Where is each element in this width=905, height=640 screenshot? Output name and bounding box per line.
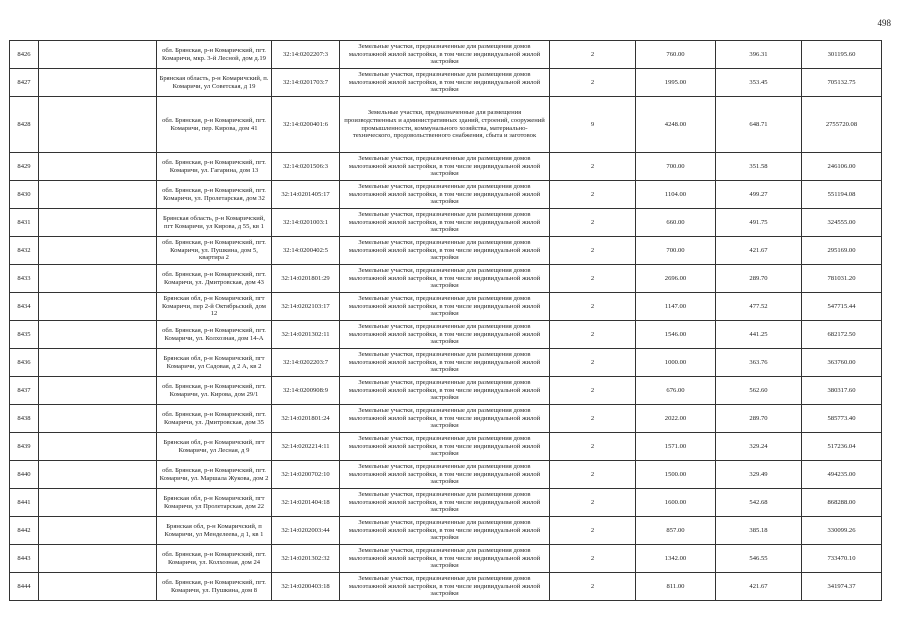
land-use-cell: Земельные участки, предназначенные для размещения домов малоэтажной жилой застройки, в том числе индивидуальной жилой застройки (340, 153, 550, 181)
group-cell: 2 (550, 237, 636, 265)
cadastral-value-cell: 341974.37 (802, 573, 882, 601)
row-number: 8426 (10, 41, 39, 69)
cadastral-number-cell: 32:14:0201801:29 (272, 265, 340, 293)
area-cell: 811.00 (636, 573, 716, 601)
specific-value-cell: 441.25 (716, 321, 802, 349)
cadastral-number-cell: 32:14:0202207:3 (272, 41, 340, 69)
specific-value-cell: 648.71 (716, 97, 802, 153)
area-cell: 2022.00 (636, 405, 716, 433)
spacer-cell (39, 489, 157, 517)
group-cell: 2 (550, 265, 636, 293)
spacer-cell (39, 321, 157, 349)
cadastral-value-cell: 733470.10 (802, 545, 882, 573)
cadastral-value-cell: 551194.08 (802, 181, 882, 209)
cadastral-value-cell: 295169.00 (802, 237, 882, 265)
spacer-cell (39, 293, 157, 321)
cadastral-number-cell: 32:14:0201404:18 (272, 489, 340, 517)
group-cell: 2 (550, 377, 636, 405)
cadastral-number-cell: 32:14:0201506:3 (272, 153, 340, 181)
table-row (10, 461, 882, 489)
land-use-cell: Земельные участки, предназначенные для размещения домов малоэтажной жилой застройки, в том числе индивидуальной жилой застройки (340, 573, 550, 601)
spacer-cell (39, 41, 157, 69)
area-cell: 1342.00 (636, 545, 716, 573)
area-cell: 1147.00 (636, 293, 716, 321)
specific-value-cell: 477.52 (716, 293, 802, 321)
area-cell: 1500.00 (636, 461, 716, 489)
spacer-cell (39, 237, 157, 265)
specific-value-cell: 562.60 (716, 377, 802, 405)
cadastral-value-cell: 585773.40 (802, 405, 882, 433)
group-cell: 2 (550, 153, 636, 181)
group-cell: 2 (550, 209, 636, 237)
table-row (10, 41, 882, 69)
spacer-cell (39, 97, 157, 153)
land-use-cell: Земельные участки, предназначенные для размещения домов малоэтажной жилой застройки, в том числе индивидуальной жилой застройки (340, 405, 550, 433)
land-use-cell: Земельные участки, предназначенные для размещения домов малоэтажной жилой застройки, в том числе индивидуальной жилой застройки (340, 545, 550, 573)
address-cell: обл. Брянская, р-н Комаричский, пгт. Комаричи, пер. Кирова, дом 41 (157, 97, 272, 153)
row-number: 8434 (10, 293, 39, 321)
table-row (10, 545, 882, 573)
cadastral-number-cell: 32:14:0201003:1 (272, 209, 340, 237)
address-cell: обл. Брянская, р-н Комаричский, пгт. Комаричи, ул. Пролетарская, дом 32 (157, 181, 272, 209)
table-row (10, 293, 882, 321)
land-use-cell: Земельные участки, предназначенные для размещения домов малоэтажной жилой застройки, в том числе индивидуальной жилой застройки (340, 517, 550, 545)
spacer-cell (39, 433, 157, 461)
spacer-cell (39, 405, 157, 433)
table-row (10, 69, 882, 97)
address-cell: Брянская обл, р-н Комаричский, п Комаричи, ул Менделеева, д 1, кв 1 (157, 517, 272, 545)
address-cell: обл. Брянская, р-н Комаричский, пгт. Комаричи, мкр. 3-й Лесной, дом д.19 (157, 41, 272, 69)
group-cell: 2 (550, 405, 636, 433)
address-cell: Брянская обл, р-н Комаричский, пгт Комаричи, ул Садовая, д 2 А, кв 2 (157, 349, 272, 377)
area-cell: 700.00 (636, 237, 716, 265)
cadastral-value-cell: 330099.26 (802, 517, 882, 545)
spacer-cell (39, 209, 157, 237)
cadastral-number-cell: 32:14:0200403:18 (272, 573, 340, 601)
row-number: 8444 (10, 573, 39, 601)
specific-value-cell: 353.45 (716, 69, 802, 97)
land-use-cell: Земельные участки, предназначенные для размещения производственных и административных зданий, строений, сооружений промышленности, коммунального хозяйства, материально-технического, продовольственного снабжения, сбыта и заготовок (340, 97, 550, 153)
area-cell: 700.00 (636, 153, 716, 181)
land-use-cell: Земельные участки, предназначенные для размещения домов малоэтажной жилой застройки, в том числе индивидуальной жилой застройки (340, 41, 550, 69)
cadastral-number-cell: 32:14:0200908:9 (272, 377, 340, 405)
group-cell: 2 (550, 321, 636, 349)
area-cell: 1000.00 (636, 349, 716, 377)
cadastral-number-cell: 32:14:0202214:11 (272, 433, 340, 461)
spacer-cell (39, 573, 157, 601)
table-row (10, 517, 882, 545)
group-cell: 9 (550, 97, 636, 153)
address-cell: обл. Брянская, р-н Комаричский, пгт. Комаричи, ул. Дмитровская, дом 43 (157, 265, 272, 293)
spacer-cell (39, 265, 157, 293)
land-use-cell: Земельные участки, предназначенные для размещения домов малоэтажной жилой застройки, в том числе индивидуальной жилой застройки (340, 293, 550, 321)
land-use-cell: Земельные участки, предназначенные для размещения домов малоэтажной жилой застройки, в том числе индивидуальной жилой застройки (340, 69, 550, 97)
specific-value-cell: 289.70 (716, 265, 802, 293)
land-use-cell: Земельные участки, предназначенные для размещения домов малоэтажной жилой застройки, в том числе индивидуальной жилой застройки (340, 237, 550, 265)
cadastral-number-cell: 32:14:0202203:7 (272, 349, 340, 377)
group-cell: 2 (550, 433, 636, 461)
cadastral-number-cell: 32:14:0201302:32 (272, 545, 340, 573)
row-number: 8438 (10, 405, 39, 433)
cadastral-value-cell: 682172.50 (802, 321, 882, 349)
row-number: 8440 (10, 461, 39, 489)
cadastral-number-cell: 32:14:0201405:17 (272, 181, 340, 209)
group-cell: 2 (550, 517, 636, 545)
table-row (10, 265, 882, 293)
table-row (10, 209, 882, 237)
cadastral-value-cell: 2755720.08 (802, 97, 882, 153)
spacer-cell (39, 181, 157, 209)
cadastral-value-table (9, 40, 882, 601)
land-use-cell: Земельные участки, предназначенные для размещения домов малоэтажной жилой застройки, в том числе индивидуальной жилой застройки (340, 321, 550, 349)
specific-value-cell: 421.67 (716, 237, 802, 265)
address-cell: Брянская обл, р-н Комаричский, пгт Комаричи, пер 2-й Октябрьский, дом 12 (157, 293, 272, 321)
area-cell: 1600.00 (636, 489, 716, 517)
cadastral-value-cell: 301195.60 (802, 41, 882, 69)
cadastral-number-cell: 32:14:0201703:7 (272, 69, 340, 97)
cadastral-value-cell: 868288.00 (802, 489, 882, 517)
row-number: 8427 (10, 69, 39, 97)
table-row (10, 489, 882, 517)
group-cell: 2 (550, 181, 636, 209)
land-use-cell: Земельные участки, предназначенные для размещения домов малоэтажной жилой застройки, в том числе индивидуальной жилой застройки (340, 209, 550, 237)
land-use-cell: Земельные участки, предназначенные для размещения домов малоэтажной жилой застройки, в том числе индивидуальной жилой застройки (340, 265, 550, 293)
land-use-cell: Земельные участки, предназначенные для размещения домов малоэтажной жилой застройки, в том числе индивидуальной жилой застройки (340, 181, 550, 209)
page-number: 498 (877, 18, 891, 28)
area-cell: 1104.00 (636, 181, 716, 209)
cadastral-value-cell: 324555.00 (802, 209, 882, 237)
group-cell: 2 (550, 69, 636, 97)
table-row (10, 237, 882, 265)
cadastral-value-cell: 517236.04 (802, 433, 882, 461)
specific-value-cell: 329.24 (716, 433, 802, 461)
area-cell: 1571.00 (636, 433, 716, 461)
address-cell: обл. Брянская, р-н Комаричский, пгт. Комаричи, ул. Колхозная, дом 14-А (157, 321, 272, 349)
area-cell: 660.00 (636, 209, 716, 237)
specific-value-cell: 421.67 (716, 573, 802, 601)
address-cell: обл. Брянская, р-н Комаричский, пгт. Комаричи, ул. Гагарина, дом 13 (157, 153, 272, 181)
row-number: 8439 (10, 433, 39, 461)
specific-value-cell: 385.18 (716, 517, 802, 545)
group-cell: 2 (550, 293, 636, 321)
area-cell: 857.00 (636, 517, 716, 545)
row-number: 8428 (10, 97, 39, 153)
row-number: 8431 (10, 209, 39, 237)
spacer-cell (39, 517, 157, 545)
spacer-cell (39, 153, 157, 181)
table-row (10, 97, 882, 153)
table-row (10, 153, 882, 181)
address-cell: обл. Брянская, р-н Комаричский, пгт. Комаричи, ул. Дмитровская, дом 35 (157, 405, 272, 433)
area-cell: 2696.00 (636, 265, 716, 293)
cadastral-number-cell: 32:14:0200401:6 (272, 97, 340, 153)
spacer-cell (39, 545, 157, 573)
specific-value-cell: 542.68 (716, 489, 802, 517)
address-cell: обл. Брянская, р-н Комаричский, пгт. Комаричи, ул. Маршала Жукова, дом 2 (157, 461, 272, 489)
row-number: 8432 (10, 237, 39, 265)
cadastral-number-cell: 32:14:0202003:44 (272, 517, 340, 545)
spacer-cell (39, 69, 157, 97)
row-number: 8430 (10, 181, 39, 209)
specific-value-cell: 351.58 (716, 153, 802, 181)
address-cell: обл. Брянская, р-н Комаричский, пгт. Комаричи, ул. Пушкина, дом 8 (157, 573, 272, 601)
row-number: 8435 (10, 321, 39, 349)
table-row (10, 377, 882, 405)
table-row (10, 405, 882, 433)
land-use-cell: Земельные участки, предназначенные для размещения домов малоэтажной жилой застройки, в том числе индивидуальной жилой застройки (340, 433, 550, 461)
cadastral-number-cell: 32:14:0200402:5 (272, 237, 340, 265)
cadastral-value-cell: 246106.00 (802, 153, 882, 181)
row-number: 8442 (10, 517, 39, 545)
address-cell: Брянская область, р-н Комаричский, п. Комаричи, ул Советская, д 19 (157, 69, 272, 97)
area-cell: 4248.00 (636, 97, 716, 153)
row-number: 8429 (10, 153, 39, 181)
group-cell: 2 (550, 349, 636, 377)
spacer-cell (39, 349, 157, 377)
group-cell: 2 (550, 489, 636, 517)
specific-value-cell: 329.49 (716, 461, 802, 489)
row-number: 8441 (10, 489, 39, 517)
row-number: 8433 (10, 265, 39, 293)
group-cell: 2 (550, 573, 636, 601)
cadastral-number-cell: 32:14:0200702:10 (272, 461, 340, 489)
specific-value-cell: 546.55 (716, 545, 802, 573)
cadastral-number-cell: 32:14:0201302:11 (272, 321, 340, 349)
table-row (10, 433, 882, 461)
land-use-cell: Земельные участки, предназначенные для размещения домов малоэтажной жилой застройки, в том числе индивидуальной жилой застройки (340, 461, 550, 489)
address-cell: Брянская область, р-н Комаричский, пгт Комаричи, ул Кирова, д 55, кв 1 (157, 209, 272, 237)
cadastral-value-cell: 494235.00 (802, 461, 882, 489)
land-use-cell: Земельные участки, предназначенные для размещения домов малоэтажной жилой застройки, в том числе индивидуальной жилой застройки (340, 489, 550, 517)
cadastral-value-cell: 705132.75 (802, 69, 882, 97)
specific-value-cell: 491.75 (716, 209, 802, 237)
area-cell: 676.00 (636, 377, 716, 405)
area-cell: 1546.00 (636, 321, 716, 349)
specific-value-cell: 499.27 (716, 181, 802, 209)
address-cell: Брянская обл, р-н Комаричский, пгт Комаричи, ул Лесная, д 9 (157, 433, 272, 461)
cadastral-number-cell: 32:14:0201801:24 (272, 405, 340, 433)
table-row (10, 573, 882, 601)
table-row (10, 321, 882, 349)
row-number: 8443 (10, 545, 39, 573)
address-cell: обл. Брянская, р-н Комаричский, пгт. Комаричи, ул. Колхозная, дом 24 (157, 545, 272, 573)
cadastral-value-cell: 363760.00 (802, 349, 882, 377)
cadastral-number-cell: 32:14:0202103:17 (272, 293, 340, 321)
table-body (10, 41, 882, 601)
cadastral-value-cell: 380317.60 (802, 377, 882, 405)
group-cell: 2 (550, 461, 636, 489)
area-cell: 1995.00 (636, 69, 716, 97)
cadastral-value-cell: 781031.20 (802, 265, 882, 293)
group-cell: 2 (550, 41, 636, 69)
group-cell: 2 (550, 545, 636, 573)
row-number: 8437 (10, 377, 39, 405)
address-cell: Брянская обл, р-н Комаричский, пгт Комаричи, ул Пролетарская, дом 22 (157, 489, 272, 517)
row-number: 8436 (10, 349, 39, 377)
land-use-cell: Земельные участки, предназначенные для размещения домов малоэтажной жилой застройки, в том числе индивидуальной жилой застройки (340, 377, 550, 405)
address-cell: обл. Брянская, р-н Комаричский, пгт. Комаричи, ул. Пушкина, дом 5, квартира 2 (157, 237, 272, 265)
address-cell: обл. Брянская, р-н Комаричский, пгт. Комаричи, ул. Кирова, дом 29/1 (157, 377, 272, 405)
specific-value-cell: 289.70 (716, 405, 802, 433)
specific-value-cell: 363.76 (716, 349, 802, 377)
cadastral-value-cell: 547715.44 (802, 293, 882, 321)
land-use-cell: Земельные участки, предназначенные для размещения домов малоэтажной жилой застройки, в том числе индивидуальной жилой застройки (340, 349, 550, 377)
table-row (10, 181, 882, 209)
table-row (10, 349, 882, 377)
spacer-cell (39, 377, 157, 405)
specific-value-cell: 396.31 (716, 41, 802, 69)
area-cell: 760.00 (636, 41, 716, 69)
spacer-cell (39, 461, 157, 489)
